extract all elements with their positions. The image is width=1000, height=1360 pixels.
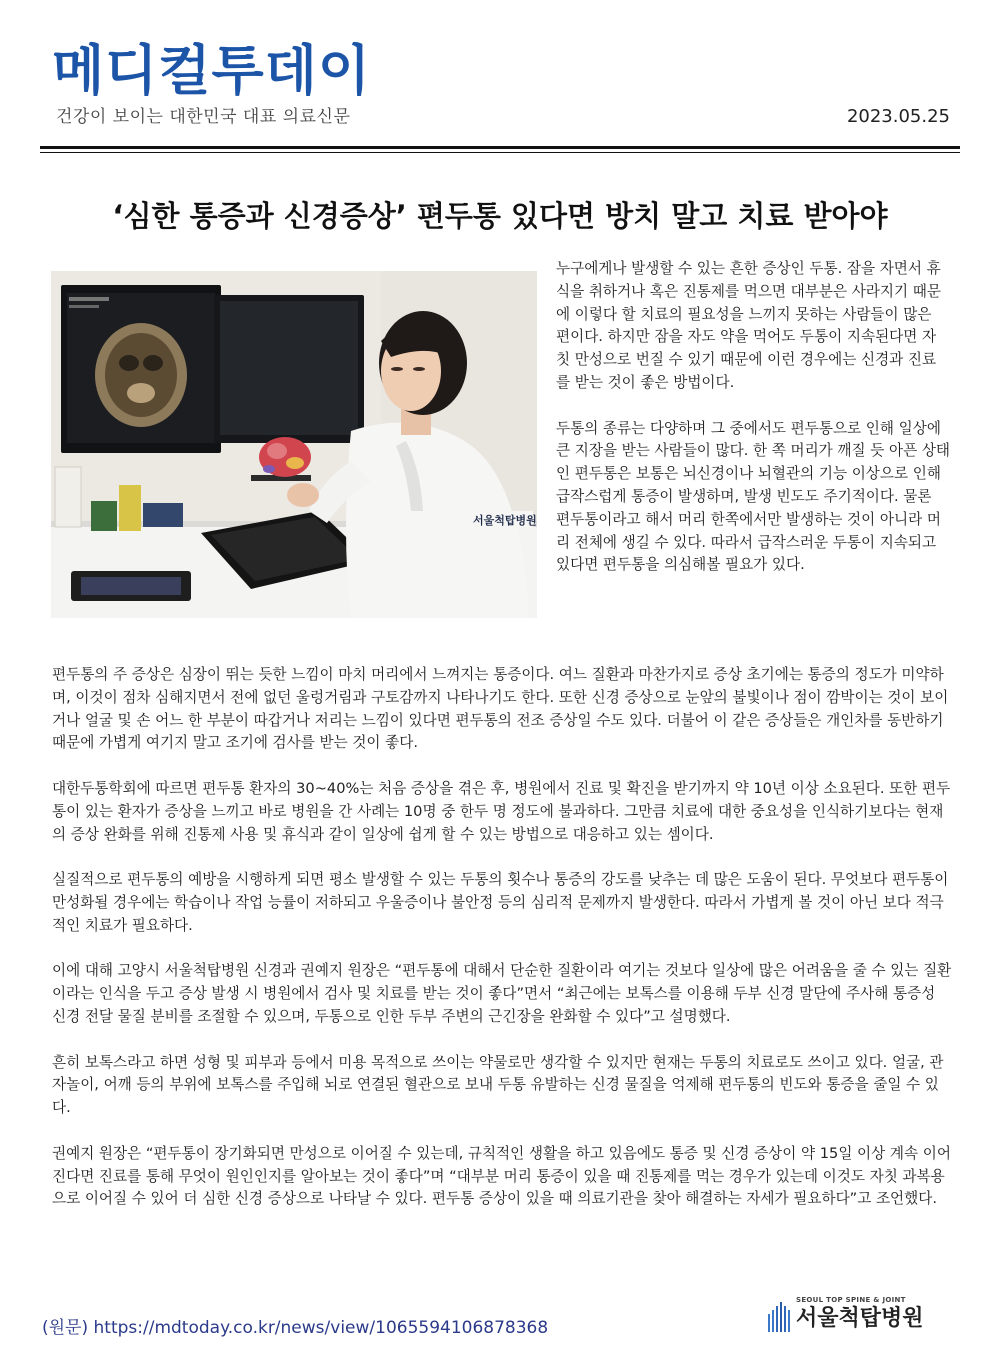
- side-paragraph-1: 누구에게나 발생할 수 있는 흔한 증상인 두통. 잠을 자면서 휴식을 취하거나 혹은 진통제를 먹으면 대부분은 사라지기 때문에 이렇다 할 치료의 필요성을 느끼지 못하는 사람들이 많은 편이다. 하지만 잠을 자도 약을 먹어도 두통이 지속된다면 자칫 만성으로 번질 수 있기 때문에 이런 경우에는 신경과 진료를 받는 것이 좋은 방법이다.: [556, 260, 941, 391]
- hospital-logo-bars-icon: [768, 1302, 790, 1332]
- main-paragraph-2: 대한두통학회에 따르면 편두통 환자의 30~40%는 처음 증상을 겪은 후, 병원에서 진료 및 확진을 받기까지 약 10년 이상 소요된다. 또한 편두통이 있는 환자가 증상을 느끼고 바로 병원을 간 사례는 10명 중 한두 명 정도에 불과하다. 그만큼 치료에 대한 중요성을 인식하기보다는 현재의 증상 완화를 위해 진통제 사용 및 휴식과 같이 일상에 쉽게 할 수 있는 방법으로 대응하고 있는 셈이다.: [52, 779, 951, 843]
- main-paragraph-6: 권예지 원장은 “편두통이 장기화되면 만성으로 이어질 수 있는데, 규칙적인 생활을 하고 있음에도 통증 및 신경 증상이 약 15일 이상 계속 이어진다면 진료를 통해 무엇이 원인인지를 알아보는 것이 좋다”며 “대부분 머리 통증이 있을 때 진통제를 먹는 경우가 있는데 이것도 자칫 과복용으로 이어질 수 있어 더 심한 신경 증상으로 나타날 수 있다. 편두통 증상이 있을 때 의료기관을 찾아 해결하는 자세가 필요하다”고 조언했다.: [52, 1144, 951, 1208]
- source-link[interactable]: https://mdtoday.co.kr/news/view/1065594106878368: [93, 1318, 549, 1338]
- article-headline: ‘심한 통증과 신경증상’ 편두통 있다면 방치 말고 치료 받아야: [112, 199, 888, 233]
- article-photo: [51, 271, 537, 618]
- coat-badge-text: 서울척탑병원: [473, 514, 537, 527]
- main-paragraph-3: 실질적으로 편두통의 예방을 시행하게 되면 평소 발생할 수 있는 두통의 횟수나 통증의 강도를 낮추는 데 많은 도움이 된다. 무엇보다 편두통이 만성화될 경우에는 학습이나 작업 능률이 저하되고 우울증이나 불안정 등의 심리적 문제까지 발생한다. 따라서 가볍게 볼 것이 아닌 보다 적극적인 치료가 필요하다.: [52, 871, 949, 934]
- side-paragraph-2: 두통의 종류는 다양하며 그 중에서도 편두통으로 인해 일상에 큰 지장을 받는 사람들이 많다. 한 쪽 머리가 깨질 듯 아픈 상태인 편두통은 보통은 뇌신경이나 뇌혈관의 기능 이상으로 인해 급작스럽게 통증이 발생하며, 발생 빈도도 주기적이다. 물론 편두통이라고 해서 머리 한쪽에서만 발생하는 것이 아니라 머리 전체에 생길 수 있다. 따라서 급작스러운 두통이 지속되고 있다면 편두통을 의심해볼 필요가 있다.: [556, 419, 951, 574]
- hospital-logo-english: SEOUL TOP SPINE & JOINT: [796, 1296, 906, 1304]
- doctor-photo-illustration: [51, 271, 537, 618]
- hospital-logo-korean: 서울척탑병원: [796, 1306, 924, 1331]
- header-rule-thin: [40, 152, 960, 153]
- main-paragraph-5: 흔히 보톡스라고 하면 성형 및 피부과 등에서 미용 목적으로 쓰이는 약물로만 생각할 수 있지만 현재는 두통의 치료로도 쓰이고 있다. 얼굴, 관자놀이, 어깨 등의 부위에 보톡스를 주입해 뇌로 연결된 혈관으로 보내 두통 유발하는 신경 물질을 억제해 편두통의 빈도와 통증을 줄일 수 있다.: [52, 1053, 944, 1117]
- masthead-title: 메디컬투데이: [52, 39, 371, 102]
- article-main-column: [52, 664, 952, 1234]
- article-side-column: [556, 258, 950, 600]
- main-paragraph-4: 이에 대해 고양시 서울척탑병원 신경과 권예지 원장은 “편두통에 대해서 단순한 질환이라 여기는 것보다 일상에 많은 어려움을 줄 수 있는 질환이라는 인식을 두고 증상 발생 시 병원에서 검사 및 치료를 받는 것이 좋다”면서 “최근에는 보톡스를 이용해 두부 신경 말단에 주사해 통증성 신경 전달 물질 분비를 조절할 수 있으며, 두통으로 인한 두부 주변의 근긴장을 완화할 수 있다”고 설명했다.: [52, 962, 952, 1025]
- source-line: [42, 1313, 548, 1338]
- issue-date: 2023.05.25: [846, 106, 950, 127]
- header-rule-thick: [40, 146, 960, 149]
- masthead-slogan: 건강이 보이는 대한민국 대표 의료신문: [56, 107, 351, 127]
- hospital-logo: [768, 1296, 948, 1336]
- main-paragraph-1: 편두통의 주 증상은 심장이 뛰는 듯한 느낌이 마치 머리에서 느껴지는 통증이다. 여느 질환과 마찬가지로 증상 초기에는 통증의 정도가 미약하며, 이것이 점차 심해지면서 전에 없던 울렁거림과 구토감까지 나타나기도 한다. 또한 신경 증상으로 눈앞의 불빛이나 점이 깜박이는 것이 보이거나 얼굴 및 손 어느 한 부분이 따갑거나 저리는 느낌이 있다면 편두통의 전조 증상일 수도 있다. 더불어 이 같은 증상들은 개인차를 동반하기 때문에 가볍게 여기지 말고 조기에 검사를 받는 것이 좋다.: [52, 666, 949, 752]
- source-label: (원문): [42, 1318, 89, 1338]
